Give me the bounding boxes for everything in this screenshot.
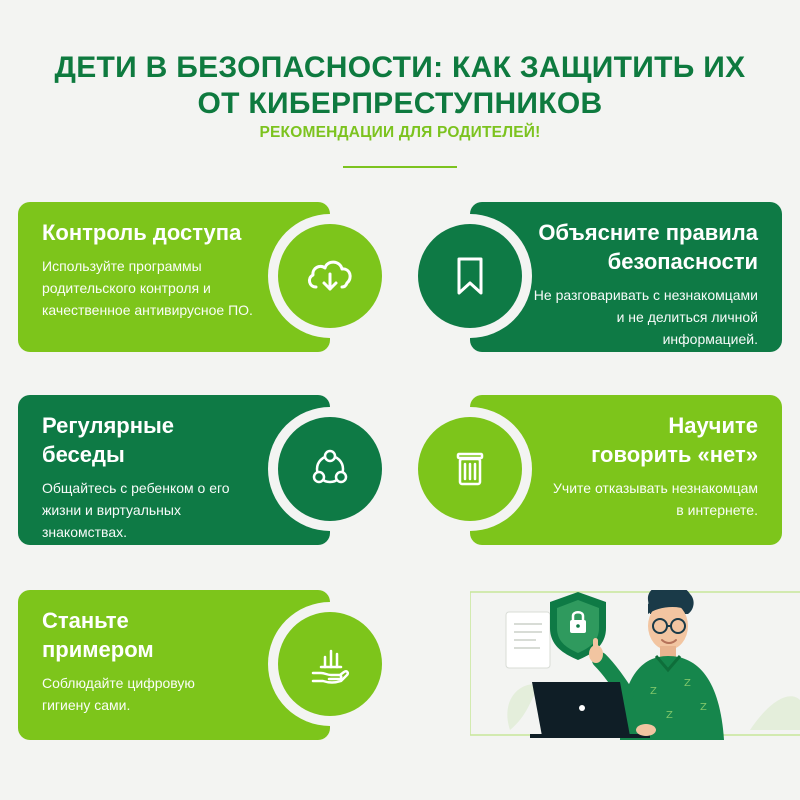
icon-circle-say-no [408, 407, 532, 531]
title-divider [343, 166, 457, 168]
card-title [494, 411, 758, 469]
card-text: Общайтесь с ребенком о его жизни и виртуальных знакомствах. [42, 480, 230, 540]
icon-circle-access [268, 214, 392, 338]
network-icon [301, 440, 359, 498]
bookmark-icon [441, 247, 499, 305]
card-title-line-1: Станьте [42, 608, 129, 633]
page-subtitle: РЕКОМЕНДАЦИИ ДЛЯ РОДИТЕЛЕЙ! [259, 124, 541, 141]
title-line-2: ОТ КИБЕРПРЕСТУПНИКОВ [197, 87, 603, 120]
card-title: Контроль доступа [42, 220, 242, 245]
document-icon [506, 612, 550, 668]
card-title [42, 606, 306, 664]
page-title [0, 50, 800, 122]
svg-text:Z: Z [700, 702, 707, 713]
svg-text:Z: Z [684, 678, 691, 689]
trash-icon [441, 440, 499, 498]
card-title-line-2: безопасности [607, 249, 758, 274]
card-text: Соблюдайте цифровую гигиену сами. [42, 675, 195, 713]
icon-circle-talks [268, 407, 392, 531]
card-title [42, 411, 306, 469]
card-title-line-1: Регулярные [42, 413, 175, 438]
cloud-download-icon [301, 247, 359, 305]
svg-text:Z: Z [666, 710, 673, 721]
card-title-line-2: говорить «нет» [591, 442, 758, 467]
card-title-line-1: Объясните правила [538, 220, 758, 245]
svg-text:Z: Z [650, 686, 657, 697]
card-text: Не разговаривать с незнакомцами и не делиться личной информацией. [533, 287, 758, 347]
card-text: Учите отказывать незнакомцам в интернете. [553, 480, 758, 518]
hand-chart-icon [301, 635, 359, 693]
card-title-line-2: примером [42, 637, 154, 662]
card-title-line-2: беседы [42, 442, 125, 467]
icon-circle-example [268, 602, 392, 726]
card-title [494, 218, 758, 276]
person-laptop-illustration [470, 590, 800, 740]
icon-circle-rules [408, 214, 532, 338]
card-text: Используйте программы родительского контроля и качественное антивирусное ПО. [42, 258, 253, 318]
card-title-line-1: Научите [668, 413, 758, 438]
title-line-1: ДЕТИ В БЕЗОПАСНОСТИ: КАК ЗАЩИТИТЬ ИХ [54, 51, 746, 84]
